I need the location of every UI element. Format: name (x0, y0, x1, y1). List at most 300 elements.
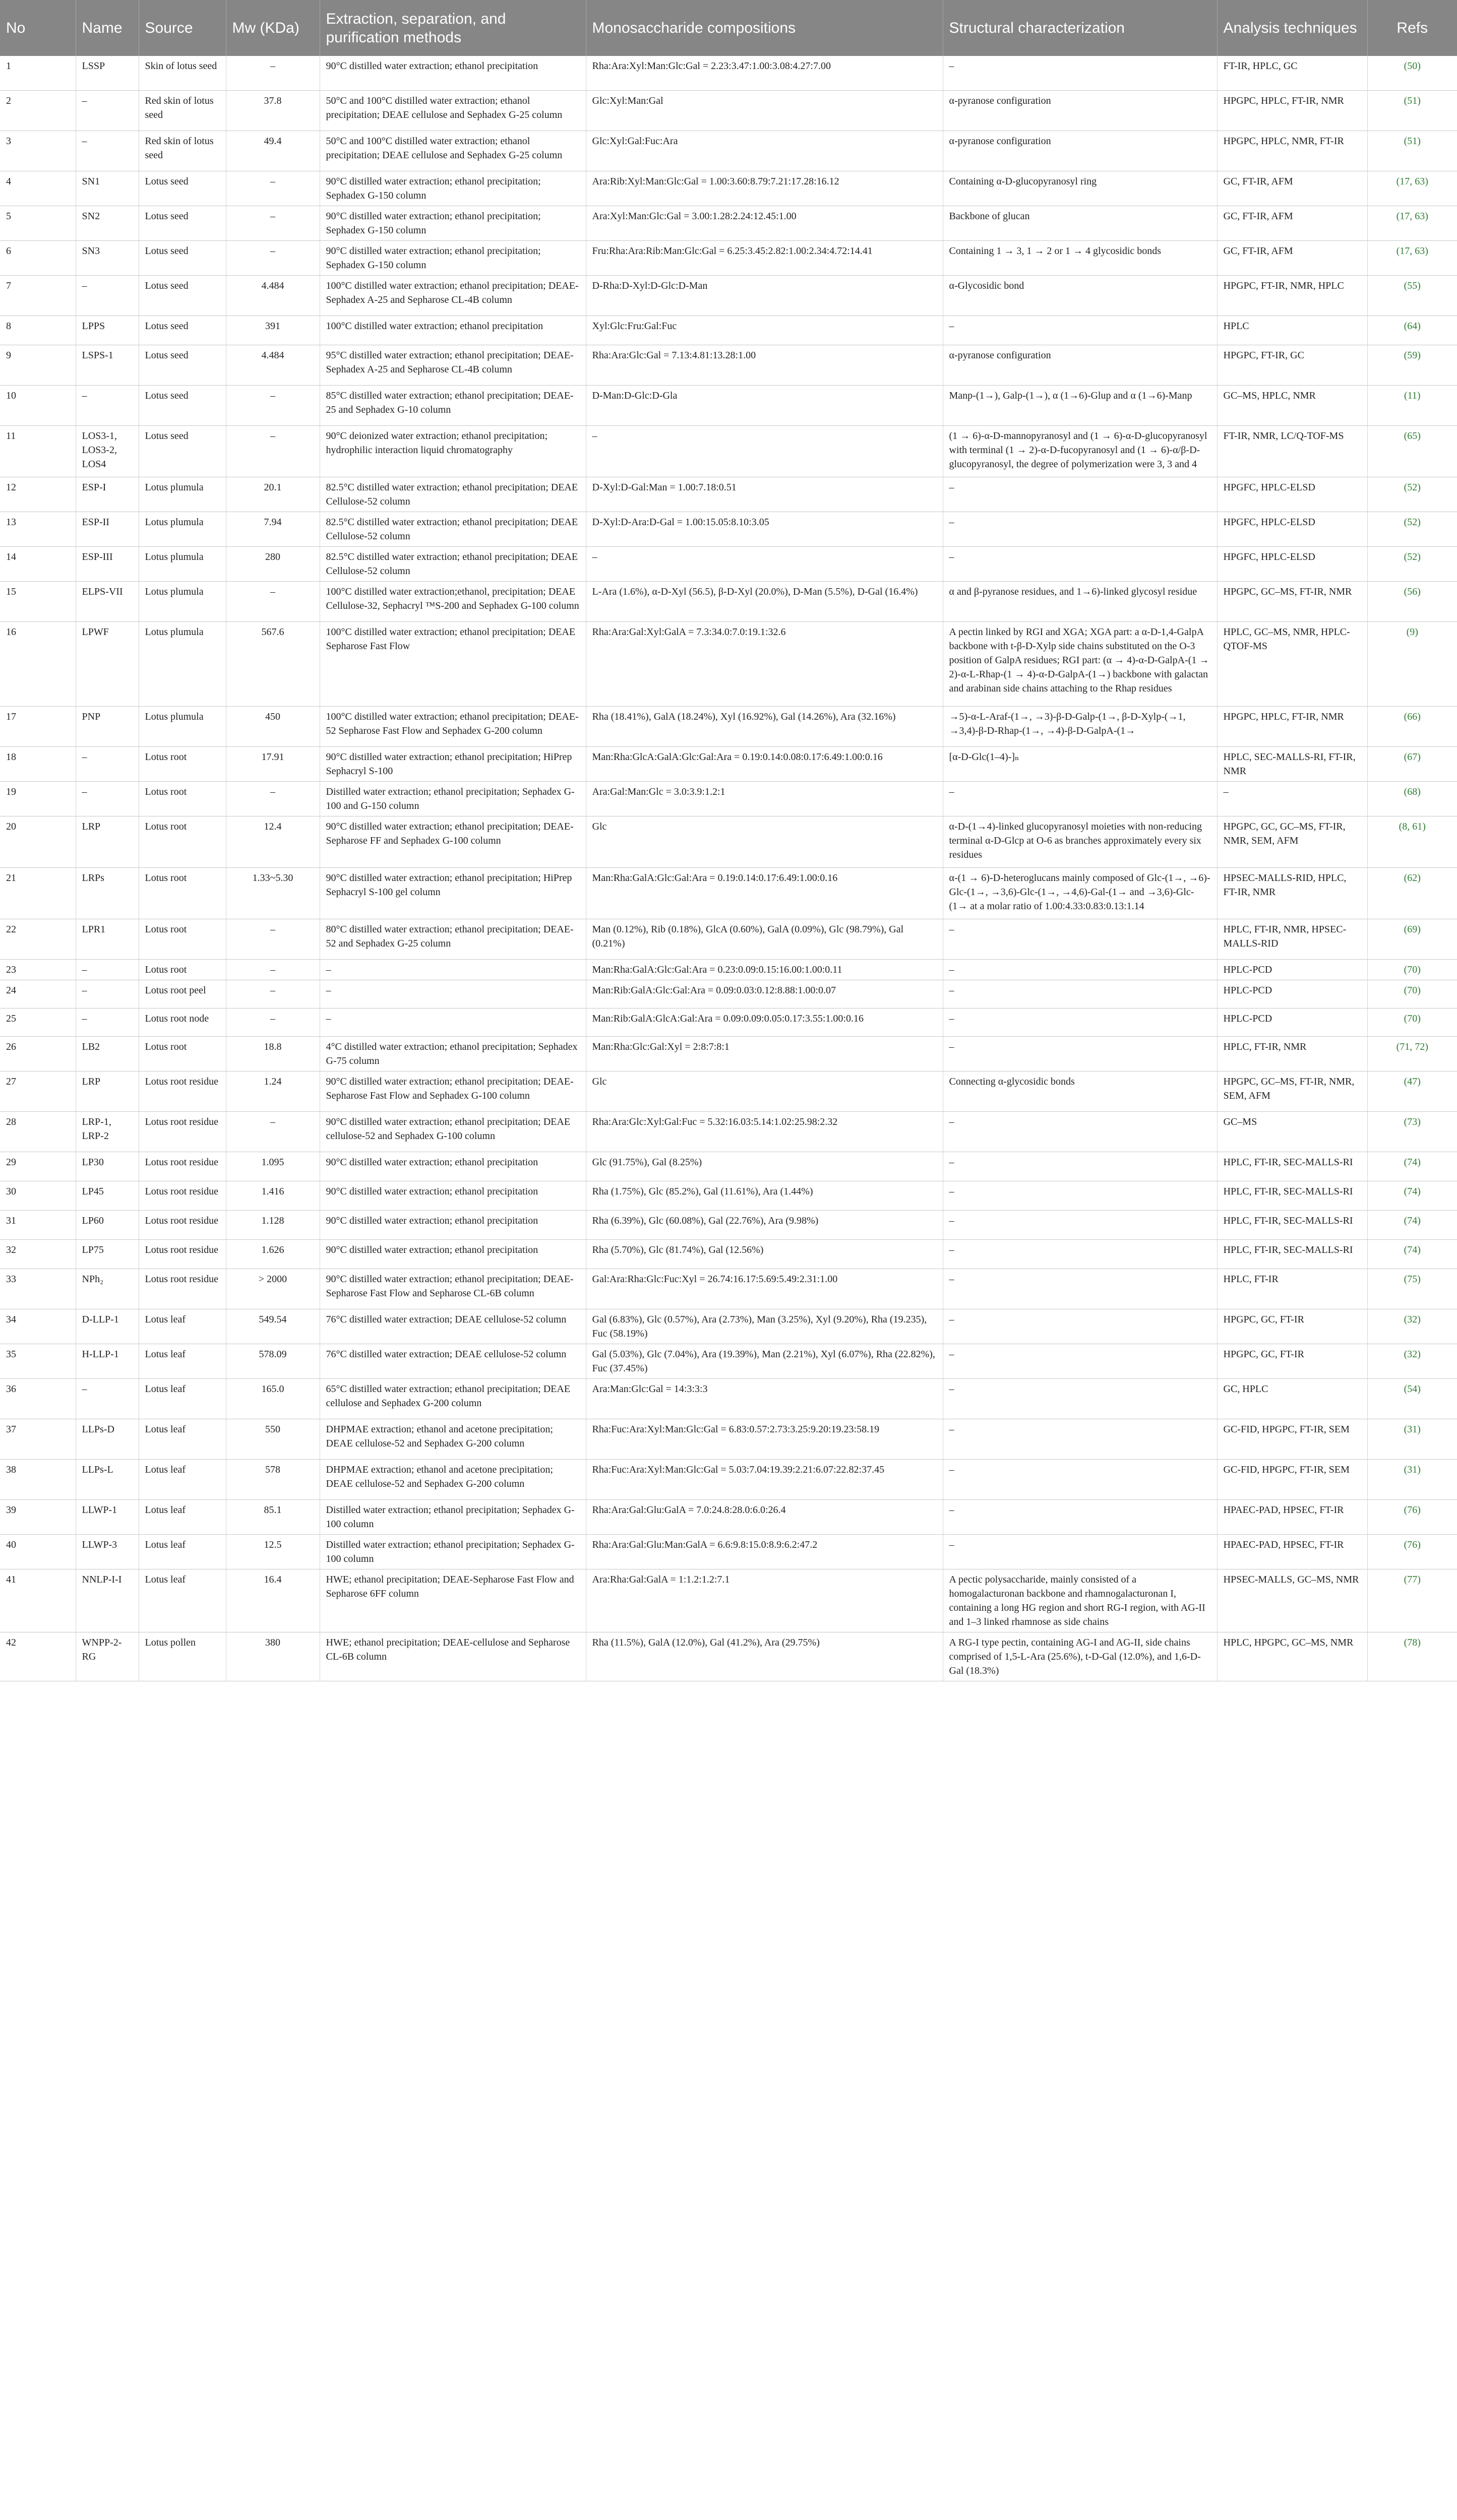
cell-no: 7 (0, 275, 76, 316)
header-methods: Extraction, separation, and purification methods (320, 0, 586, 56)
cell-no: 29 (0, 1152, 76, 1181)
cell-analysis: – (1217, 781, 1367, 816)
cell-no: 25 (0, 1008, 76, 1036)
cell-source: Lotus leaf (139, 1534, 226, 1569)
cell-structure: – (943, 1459, 1217, 1499)
cell-no: 28 (0, 1111, 76, 1152)
header-name: Name (76, 0, 139, 56)
cell-methods: 82.5°C distilled water extraction; ethanol precipitation; DEAE Cellulose-52 column (320, 477, 586, 512)
cell-name: LPPS (76, 316, 139, 345)
cell-mw: – (226, 980, 320, 1008)
cell-analysis: GC-FID, HPGPC, FT-IR, SEM (1217, 1419, 1367, 1459)
cell-methods: 90°C distilled water extraction; ethanol precipitation (320, 1152, 586, 1181)
cell-name: LOS3-1, LOS3-2, LOS4 (76, 425, 139, 477)
cell-no: 16 (0, 621, 76, 706)
cell-source: Lotus leaf (139, 1569, 226, 1632)
cell-mono: Ara:Xyl:Man:Glc:Gal = 3.00:1.28:2.24:12.45:1.00 (586, 206, 943, 240)
cell-name: D-LLP-1 (76, 1309, 139, 1344)
cell-mw: – (226, 581, 320, 621)
cell-name: ELPS-VII (76, 581, 139, 621)
cell-mw: – (226, 206, 320, 240)
cell-refs[interactable]: (75) (1367, 1269, 1457, 1309)
cell-analysis: HPGPC, GC, FT-IR (1217, 1309, 1367, 1344)
cell-refs[interactable]: (59) (1367, 345, 1457, 385)
cell-methods: 90°C distilled water extraction; ethanol precipitation (320, 56, 586, 90)
cell-analysis: HPGPC, FT-IR, NMR, HPLC (1217, 275, 1367, 316)
header-mono: Monosaccharide compositions (586, 0, 943, 56)
cell-structure: – (943, 1499, 1217, 1534)
cell-refs[interactable]: (31) (1367, 1419, 1457, 1459)
cell-no: 20 (0, 816, 76, 867)
cell-mono: – (586, 546, 943, 581)
cell-mw: 4.484 (226, 345, 320, 385)
cell-source: Lotus seed (139, 275, 226, 316)
cell-no: 39 (0, 1499, 76, 1534)
cell-source: Lotus root (139, 781, 226, 816)
cell-refs[interactable]: (50) (1367, 56, 1457, 90)
cell-structure: – (943, 959, 1217, 980)
cell-source: Lotus plumula (139, 546, 226, 581)
cell-refs[interactable]: (65) (1367, 425, 1457, 477)
cell-structure: →5)-α-L-Araf-(1→, →3)-β-D-Galp-(1→, β-D-Xylp-(→1, →3,4)-β-D-Rhap-(1→, →4)-β-D-GalpA-(1→ (943, 706, 1217, 746)
cell-source: Lotus seed (139, 345, 226, 385)
cell-name: ESP-III (76, 546, 139, 581)
cell-mw: 578 (226, 1459, 320, 1499)
cell-mono: Rha (11.5%), GalA (12.0%), Gal (41.2%), Ara (29.75%) (586, 1632, 943, 1681)
cell-structure: – (943, 919, 1217, 959)
cell-methods: 90°C distilled water extraction; ethanol precipitation (320, 1210, 586, 1239)
cell-mono: L-Ara (1.6%), α-D-Xyl (56.5), β-D-Xyl (20.0%), D-Man (5.5%), D-Gal (16.4%) (586, 581, 943, 621)
cell-mw: 49.4 (226, 131, 320, 171)
cell-methods: Distilled water extraction; ethanol precipitation; Sephadex G-100 column (320, 1499, 586, 1534)
cell-source: Lotus plumula (139, 581, 226, 621)
cell-mono: Rha:Ara:Gal:Glu:GalA = 7.0:24.8:28.0:6.0:26.4 (586, 1499, 943, 1534)
cell-name: LP60 (76, 1210, 139, 1239)
cell-mw: 1.24 (226, 1071, 320, 1111)
cell-analysis: HPLC-PCD (1217, 980, 1367, 1008)
cell-name: LRP (76, 1071, 139, 1111)
cell-mono: Man (0.12%), Rib (0.18%), GlcA (0.60%), GalA (0.09%), Glc (98.79%), Gal (0.21%) (586, 919, 943, 959)
cell-mw: 17.91 (226, 746, 320, 781)
table-row (0, 512, 1457, 546)
cell-no: 21 (0, 867, 76, 919)
cell-mw: 20.1 (226, 477, 320, 512)
cell-no: 24 (0, 980, 76, 1008)
cell-name: LP45 (76, 1181, 139, 1210)
cell-name: WNPP-2-RG (76, 1632, 139, 1681)
table-row (0, 316, 1457, 345)
cell-structure: A RG-I type pectin, containing AG-I and AG-II, side chains comprised of 1,5-L-Ara (25.6%), t-D-Gal (12.0%), and 1,6-D-Gal (18.3%) (943, 1632, 1217, 1681)
cell-analysis: HPGFC, HPLC-ELSD (1217, 477, 1367, 512)
cell-mw: 165.0 (226, 1378, 320, 1419)
cell-structure: – (943, 1419, 1217, 1459)
cell-refs[interactable]: (62) (1367, 867, 1457, 919)
cell-no: 37 (0, 1419, 76, 1459)
cell-name: H-LLP-1 (76, 1344, 139, 1378)
cell-methods: 50°C and 100°C distilled water extraction; ethanol precipitation; DEAE cellulose and Sephadex G-25 column (320, 90, 586, 131)
cell-structure: α-D-(1→4)-linked glucopyranosyl moieties with non-reducing terminal α-D-Glcp at O-6 as branches approximately every six residues (943, 816, 1217, 867)
cell-refs[interactable]: (77) (1367, 1569, 1457, 1632)
cell-source: Lotus root (139, 867, 226, 919)
table-row (0, 240, 1457, 275)
table-row (0, 1239, 1457, 1269)
header-row (0, 0, 1457, 56)
cell-refs[interactable]: (74) (1367, 1239, 1457, 1269)
table-row (0, 621, 1457, 706)
cell-analysis: HPLC, FT-IR, SEC-MALLS-RI (1217, 1181, 1367, 1210)
cell-no: 30 (0, 1181, 76, 1210)
table-row (0, 56, 1457, 90)
cell-no: 1 (0, 56, 76, 90)
cell-methods: 85°C distilled water extraction; ethanol precipitation; DEAE-25 and Sephadex G-10 column (320, 385, 586, 425)
cell-mw: 391 (226, 316, 320, 345)
cell-mono: Xyl:Glc:Fru:Gal:Fuc (586, 316, 943, 345)
cell-mw: 18.8 (226, 1036, 320, 1071)
cell-refs[interactable]: (52) (1367, 546, 1457, 581)
cell-name: LP75 (76, 1239, 139, 1269)
cell-source: Lotus root residue (139, 1269, 226, 1309)
cell-refs[interactable]: (51) (1367, 90, 1457, 131)
cell-name: LRPs (76, 867, 139, 919)
cell-source: Lotus plumula (139, 512, 226, 546)
cell-methods: 65°C distilled water extraction; ethanol precipitation; DEAE cellulose and Sephadex G-200 column (320, 1378, 586, 1419)
cell-no: 31 (0, 1210, 76, 1239)
cell-refs[interactable]: (74) (1367, 1181, 1457, 1210)
table-row (0, 1534, 1457, 1569)
cell-structure: – (943, 1378, 1217, 1419)
cell-methods: 95°C distilled water extraction; ethanol precipitation; DEAE-Sephadex A-25 and Sepharose CL-4B column (320, 345, 586, 385)
cell-mono: Glc:Xyl:Gal:Fuc:Ara (586, 131, 943, 171)
table-row (0, 816, 1457, 867)
cell-source: Lotus leaf (139, 1309, 226, 1344)
cell-structure: Containing α-D-glucopyranosyl ring (943, 171, 1217, 206)
cell-source: Lotus root (139, 1036, 226, 1071)
table-row (0, 1499, 1457, 1534)
cell-mono: Man:Rha:Glc:Gal:Xyl = 2:8:7:8:1 (586, 1036, 943, 1071)
cell-name: SN1 (76, 171, 139, 206)
cell-methods: 82.5°C distilled water extraction; ethanol precipitation; DEAE Cellulose-52 column (320, 512, 586, 546)
cell-analysis: HPGPC, GC, GC–MS, FT-IR, NMR, SEM, AFM (1217, 816, 1367, 867)
cell-mw: 4.484 (226, 275, 320, 316)
cell-methods: 90°C distilled water extraction; ethanol precipitation; DEAE-Sepharose Fast Flow and Sephadex G-100 column (320, 1071, 586, 1111)
cell-mw: – (226, 919, 320, 959)
table-row (0, 1181, 1457, 1210)
cell-mw: – (226, 425, 320, 477)
cell-refs[interactable]: (32) (1367, 1344, 1457, 1378)
cell-refs[interactable]: (8, 61) (1367, 816, 1457, 867)
table-row (0, 275, 1457, 316)
header-analysis: Analysis techniques (1217, 0, 1367, 56)
cell-refs[interactable]: (51) (1367, 131, 1457, 171)
cell-refs[interactable]: (55) (1367, 275, 1457, 316)
table-row (0, 477, 1457, 512)
cell-mw: 1.626 (226, 1239, 320, 1269)
cell-analysis: GC, FT-IR, AFM (1217, 206, 1367, 240)
cell-no: 11 (0, 425, 76, 477)
cell-structure: – (943, 1534, 1217, 1569)
cell-mw: 37.8 (226, 90, 320, 131)
cell-source: Lotus root (139, 959, 226, 980)
cell-mw: – (226, 385, 320, 425)
table-row (0, 131, 1457, 171)
cell-refs[interactable]: (64) (1367, 316, 1457, 345)
cell-refs[interactable]: (68) (1367, 781, 1457, 816)
cell-mono: Rha:Fuc:Ara:Xyl:Man:Glc:Gal = 5.03:7.04:19.39:2.21:6.07:22.82:37.45 (586, 1459, 943, 1499)
cell-name: – (76, 275, 139, 316)
cell-analysis: HPSEC-MALLS-RID, HPLC, FT-IR, NMR (1217, 867, 1367, 919)
cell-structure: – (943, 477, 1217, 512)
cell-name: LPWF (76, 621, 139, 706)
cell-source: Lotus seed (139, 385, 226, 425)
table-row (0, 746, 1457, 781)
cell-structure: [α-D-Glc(1–4)-]ₙ (943, 746, 1217, 781)
cell-refs[interactable]: (17, 63) (1367, 206, 1457, 240)
cell-refs[interactable]: (66) (1367, 706, 1457, 746)
cell-name: – (76, 746, 139, 781)
cell-methods: 82.5°C distilled water extraction; ethanol precipitation; DEAE Cellulose-52 column (320, 546, 586, 581)
table-row (0, 90, 1457, 131)
cell-mono: Fru:Rha:Ara:Rib:Man:Glc:Gal = 6.25:3.45:2.82:1.00:2.34:4.72:14.41 (586, 240, 943, 275)
cell-methods: Distilled water extraction; ethanol precipitation; Sephadex G-100 column (320, 1534, 586, 1569)
cell-structure: A pectin linked by RGI and XGA; XGA part: a α-D-1,4-GalpA backbone with t-β-D-Xylp side chains substituted on the O-3 position of GalpA residues; RGI part: (α → 4)-α-D-GalpA-(1 → 2)-α-L-Rhap-(1 → 4)-α-D-GalpA-(1→) backbone with galactan and arabinan side chains attaching to the Rhap residues (943, 621, 1217, 706)
header-mw: Mw (KDa) (226, 0, 320, 56)
cell-no: 19 (0, 781, 76, 816)
cell-no: 26 (0, 1036, 76, 1071)
cell-source: Lotus root (139, 816, 226, 867)
cell-mono: D-Xyl:D-Gal:Man = 1.00:7.18:0.51 (586, 477, 943, 512)
cell-mono: Rha (18.41%), GalA (18.24%), Xyl (16.92%), Gal (14.26%), Ara (32.16%) (586, 706, 943, 746)
table-row (0, 1569, 1457, 1632)
cell-mono: Glc:Xyl:Man:Gal (586, 90, 943, 131)
cell-mw: 12.4 (226, 816, 320, 867)
table-row (0, 206, 1457, 240)
table-row (0, 867, 1457, 919)
cell-source: Lotus seed (139, 316, 226, 345)
header-source: Source (139, 0, 226, 56)
cell-refs[interactable]: (17, 63) (1367, 240, 1457, 275)
cell-name: LB2 (76, 1036, 139, 1071)
cell-refs[interactable]: (54) (1367, 1378, 1457, 1419)
cell-refs[interactable]: (71, 72) (1367, 1036, 1457, 1071)
cell-source: Lotus leaf (139, 1419, 226, 1459)
cell-source: Lotus seed (139, 206, 226, 240)
cell-mw: 16.4 (226, 1569, 320, 1632)
cell-methods: 90°C distilled water extraction; ethanol precipitation; DEAE cellulose-52 and Sephadex G-100 column (320, 1111, 586, 1152)
cell-refs[interactable]: (70) (1367, 959, 1457, 980)
cell-mono: Ara:Rib:Xyl:Man:Glc:Gal = 1.00:3.60:8.79:7.21:17.28:16.12 (586, 171, 943, 206)
cell-refs[interactable]: (52) (1367, 512, 1457, 546)
cell-analysis: HPLC (1217, 316, 1367, 345)
cell-name: NPh₂ (76, 1269, 139, 1309)
cell-structure: – (943, 1344, 1217, 1378)
table-row (0, 385, 1457, 425)
table-row (0, 1378, 1457, 1419)
cell-mono: Rha:Ara:Glc:Gal = 7.13:4.81:13.28:1.00 (586, 345, 943, 385)
cell-name: LLWP-1 (76, 1499, 139, 1534)
cell-mono: Man:Rha:GalA:Glc:Gal:Ara = 0.19:0.14:0.17:6.49:1.00:0.16 (586, 867, 943, 919)
cell-structure: – (943, 546, 1217, 581)
cell-methods: – (320, 980, 586, 1008)
cell-mono: Rha:Ara:Gal:Glu:Man:GalA = 6.6:9.8:15.0:8.9:6.2:47.2 (586, 1534, 943, 1569)
cell-no: 32 (0, 1239, 76, 1269)
header-no: No (0, 0, 76, 56)
table-row (0, 919, 1457, 959)
cell-refs[interactable]: (74) (1367, 1152, 1457, 1181)
cell-structure: – (943, 1181, 1217, 1210)
cell-no: 10 (0, 385, 76, 425)
cell-refs[interactable]: (76) (1367, 1499, 1457, 1534)
cell-methods: 100°C distilled water extraction; ethanol precipitation; DEAE Sepharose Fast Flow (320, 621, 586, 706)
cell-name: PNP (76, 706, 139, 746)
cell-analysis: FT-IR, HPLC, GC (1217, 56, 1367, 90)
cell-analysis: HPLC, GC–MS, NMR, HPLC-QTOF-MS (1217, 621, 1367, 706)
table-row (0, 980, 1457, 1008)
cell-source: Lotus root (139, 746, 226, 781)
cell-source: Lotus leaf (139, 1459, 226, 1499)
cell-no: 2 (0, 90, 76, 131)
cell-methods: 50°C and 100°C distilled water extraction; ethanol precipitation; DEAE cellulose and Sephadex G-25 column (320, 131, 586, 171)
cell-structure: α-pyranose configuration (943, 90, 1217, 131)
cell-source: Lotus root residue (139, 1152, 226, 1181)
cell-mono: D-Rha:D-Xyl:D-Glc:D-Man (586, 275, 943, 316)
table-row (0, 1459, 1457, 1499)
cell-no: 40 (0, 1534, 76, 1569)
cell-structure: – (943, 1269, 1217, 1309)
cell-refs[interactable]: (9) (1367, 621, 1457, 706)
table-row (0, 425, 1457, 477)
cell-analysis: HPAEC-PAD, HPSEC, FT-IR (1217, 1534, 1367, 1569)
cell-mw: 1.416 (226, 1181, 320, 1210)
cell-methods: 80°C distilled water extraction; ethanol precipitation; DEAE-52 and Sephadex G-25 column (320, 919, 586, 959)
cell-mono: Man:Rha:GlcA:GalA:Glc:Gal:Ara = 0.19:0.14:0.08:0.17:6.49:1.00:0.16 (586, 746, 943, 781)
cell-source: Lotus seed (139, 425, 226, 477)
cell-structure: – (943, 1008, 1217, 1036)
cell-refs[interactable]: (73) (1367, 1111, 1457, 1152)
cell-no: 33 (0, 1269, 76, 1309)
table-row (0, 1071, 1457, 1111)
cell-source: Lotus root node (139, 1008, 226, 1036)
cell-name: SN2 (76, 206, 139, 240)
cell-structure: Connecting α-glycosidic bonds (943, 1071, 1217, 1111)
cell-mw: – (226, 240, 320, 275)
cell-no: 41 (0, 1569, 76, 1632)
table-row (0, 781, 1457, 816)
cell-methods: DHPMAE extraction; ethanol and acetone precipitation; DEAE cellulose-52 and Sephadex G-200 column (320, 1419, 586, 1459)
cell-no: 22 (0, 919, 76, 959)
cell-no: 36 (0, 1378, 76, 1419)
header-structure: Structural characterization (943, 0, 1217, 56)
cell-analysis: HPGPC, GC–MS, FT-IR, NMR (1217, 581, 1367, 621)
table-row (0, 1344, 1457, 1378)
cell-name: NNLP-I-I (76, 1569, 139, 1632)
cell-name: – (76, 131, 139, 171)
cell-name: ESP-I (76, 477, 139, 512)
cell-source: Lotus plumula (139, 477, 226, 512)
cell-mono: Rha:Ara:Glc:Xyl:Gal:Fuc = 5.32:16.03:5.14:1.02:25.98:2.32 (586, 1111, 943, 1152)
cell-analysis: HPLC-PCD (1217, 1008, 1367, 1036)
cell-no: 18 (0, 746, 76, 781)
cell-structure: – (943, 1210, 1217, 1239)
cell-mono: Man:Rha:GalA:Glc:Gal:Ara = 0.23:0.09:0.15:16.00:1.00:0.11 (586, 959, 943, 980)
cell-structure: (1 → 6)-α-D-mannopyranosyl and (1 → 6)-α-D-glucopyranosyl with terminal (1 → 2)-α-D-fucopyranosyl and (1 → 6)-α/β-D-glucopyranosyl, the degree of polymerization were 3, 3 and 4 (943, 425, 1217, 477)
cell-refs[interactable]: (17, 63) (1367, 171, 1457, 206)
cell-methods: HWE; ethanol precipitation; DEAE-cellulose and Sepharose CL-6B column (320, 1632, 586, 1681)
cell-methods: 90°C distilled water extraction; ethanol precipitation; HiPrep Sephacryl S-100 gel column (320, 867, 586, 919)
table-row (0, 1632, 1457, 1681)
cell-refs[interactable]: (56) (1367, 581, 1457, 621)
cell-source: Lotus plumula (139, 621, 226, 706)
cell-analysis: HPGFC, HPLC-ELSD (1217, 546, 1367, 581)
cell-name: – (76, 781, 139, 816)
cell-no: 38 (0, 1459, 76, 1499)
cell-source: Lotus leaf (139, 1378, 226, 1419)
cell-no: 12 (0, 477, 76, 512)
cell-structure: – (943, 1152, 1217, 1181)
cell-refs[interactable]: (76) (1367, 1534, 1457, 1569)
cell-refs[interactable]: (78) (1367, 1632, 1457, 1681)
table-row (0, 1152, 1457, 1181)
cell-source: Lotus root residue (139, 1071, 226, 1111)
table-row (0, 546, 1457, 581)
cell-mw: 85.1 (226, 1499, 320, 1534)
table-row (0, 1419, 1457, 1459)
cell-refs[interactable]: (69) (1367, 919, 1457, 959)
cell-refs[interactable]: (52) (1367, 477, 1457, 512)
cell-name: ESP-II (76, 512, 139, 546)
cell-methods: DHPMAE extraction; ethanol and acetone precipitation; DEAE cellulose-52 and Sephadex G-200 column (320, 1459, 586, 1499)
cell-source: Lotus root residue (139, 1181, 226, 1210)
cell-source: Lotus seed (139, 171, 226, 206)
cell-methods: 76°C distilled water extraction; DEAE cellulose-52 column (320, 1344, 586, 1378)
cell-structure: Backbone of glucan (943, 206, 1217, 240)
cell-mono: Glc (91.75%), Gal (8.25%) (586, 1152, 943, 1181)
cell-refs[interactable]: (32) (1367, 1309, 1457, 1344)
cell-refs[interactable]: (31) (1367, 1459, 1457, 1499)
cell-analysis: HPGPC, HPLC, NMR, FT-IR (1217, 131, 1367, 171)
cell-structure: – (943, 980, 1217, 1008)
cell-refs[interactable]: (70) (1367, 980, 1457, 1008)
cell-mono: D-Xyl:D-Ara:D-Gal = 1.00:15.05:8.10:3.05 (586, 512, 943, 546)
cell-mono: Gal:Ara:Rha:Glc:Fuc:Xyl = 26.74:16.17:5.69:5.49:2.31:1.00 (586, 1269, 943, 1309)
cell-analysis: GC, FT-IR, AFM (1217, 240, 1367, 275)
cell-source: Lotus pollen (139, 1632, 226, 1681)
cell-source: Lotus root (139, 919, 226, 959)
cell-refs[interactable]: (11) (1367, 385, 1457, 425)
cell-name: – (76, 1378, 139, 1419)
table-row (0, 581, 1457, 621)
cell-analysis: HPLC, FT-IR, SEC-MALLS-RI (1217, 1239, 1367, 1269)
cell-name: – (76, 385, 139, 425)
cell-no: 6 (0, 240, 76, 275)
cell-structure: – (943, 1036, 1217, 1071)
cell-no: 4 (0, 171, 76, 206)
cell-mw: 578.09 (226, 1344, 320, 1378)
cell-mw: – (226, 171, 320, 206)
cell-name: – (76, 980, 139, 1008)
cell-name: LSPS-1 (76, 345, 139, 385)
cell-methods: Distilled water extraction; ethanol precipitation; Sephadex G-100 and G-150 column (320, 781, 586, 816)
cell-methods: 100°C distilled water extraction; ethanol precipitation (320, 316, 586, 345)
cell-refs[interactable]: (47) (1367, 1071, 1457, 1111)
cell-refs[interactable]: (70) (1367, 1008, 1457, 1036)
cell-structure: α-pyranose configuration (943, 345, 1217, 385)
cell-structure: α-(1 → 6)-D-heteroglucans mainly composed of Glc-(1→, →6)-Glc-(1→, →3,6)-Glc-(1→, →4,6)-Gal-(1→ and →3,6)-Glc-(1→ at a molar ratio of 1.00:4.33:0.83:0.13:1.14 (943, 867, 1217, 919)
cell-refs[interactable]: (67) (1367, 746, 1457, 781)
cell-analysis: HPGPC, GC–MS, FT-IR, NMR, SEM, AFM (1217, 1071, 1367, 1111)
cell-refs[interactable]: (74) (1367, 1210, 1457, 1239)
cell-name: – (76, 90, 139, 131)
cell-mw: 1.128 (226, 1210, 320, 1239)
